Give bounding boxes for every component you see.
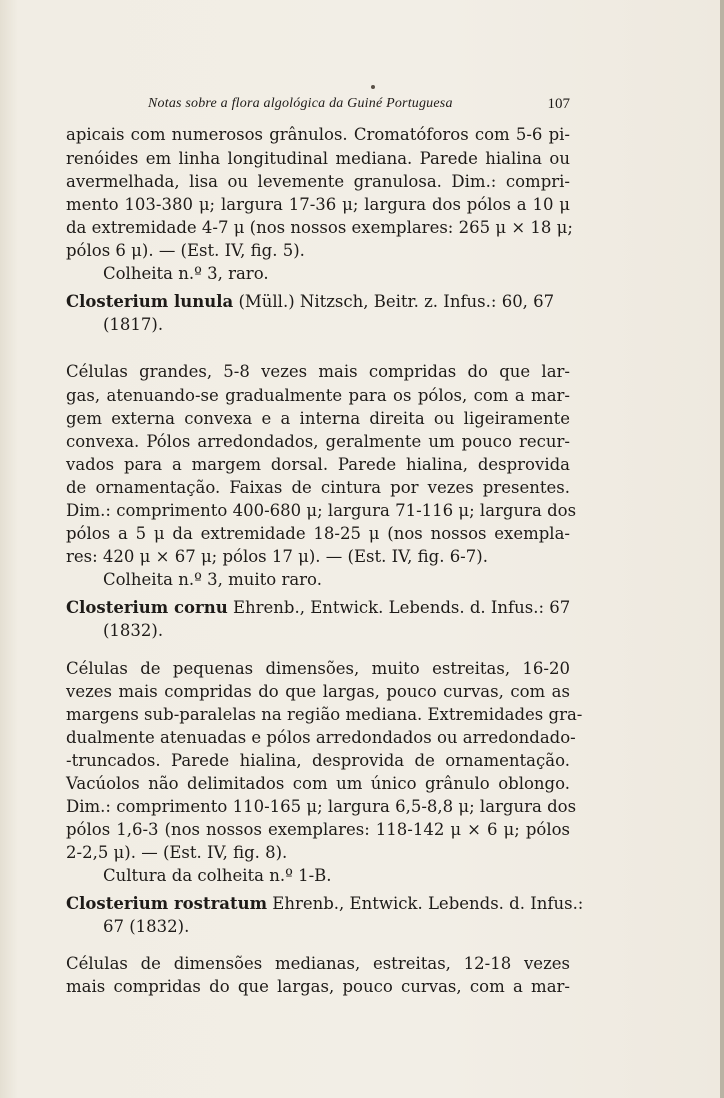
text-line: avermelhada, lisa ou levemente granulosa. Dim.: compri- — [66, 172, 570, 191]
species-citation: (Müll.) Nitzsch, Beitr. z. Infus.: 60, 67 — [233, 292, 555, 311]
text-line: gas, atenuando-se gradualmente para os pólos, com a mar- — [66, 386, 570, 405]
species-name: Closterium lunula — [66, 292, 234, 311]
text-line: dualmente atenuadas e pólos arredondados ou arredondado- — [66, 728, 576, 747]
text-line: pólos 1,6-3 (nos nossos exemplares: 118-142 μ × 6 μ; pólos — [66, 820, 570, 839]
text-line: renóides em linha longitudinal mediana. Parede hialina ou — [66, 149, 570, 168]
text-line: vados para a margem dorsal. Parede hialina, desprovida — [66, 455, 570, 474]
text-line: Dim.: comprimento 400-680 μ; largura 71-116 μ; largura dos — [66, 501, 577, 520]
text-line: Células de pequenas dimensões, muito estreitas, 16-20 — [66, 659, 570, 678]
text-line: Cultura da colheita n.º 1-B. — [103, 866, 332, 885]
text-line: (1832). — [103, 621, 164, 640]
species-heading — [66, 598, 570, 618]
text-line: res: 420 μ × 67 μ; pólos 17 μ). — (Est. IV, fig. 6-7). — [66, 547, 488, 566]
text-line: pólos a 5 μ da extremidade 18-25 μ (nos nossos exempla- — [66, 524, 570, 543]
text-line: 67 (1832). — [103, 917, 190, 936]
text-line: Colheita n.º 3, muito raro. — [103, 570, 322, 589]
species-name: Closterium rostratum — [66, 894, 268, 913]
species-citation: Ehrenb., Entwick. Lebends. d. Infus.: 67 — [227, 598, 571, 617]
text-line: Colheita n.º 3, raro. — [103, 264, 269, 283]
text-line: mento 103-380 μ; largura 17-36 μ; largura dos pólos a 10 μ — [66, 195, 570, 214]
text-line: (1817). — [103, 315, 164, 334]
page-edge — [720, 0, 724, 1098]
text-line: gem externa convexa e a interna direita ou ligeiramente — [66, 409, 570, 428]
text-line: de ornamentação. Faixas de cintura por vezes presentes. — [66, 478, 570, 497]
text-line: Células grandes, 5-8 vezes mais compridas do que lar- — [66, 362, 570, 381]
species-citation: Ehrenb., Entwick. Lebends. d. Infus.: — [267, 894, 584, 913]
page-number: 107 — [547, 96, 570, 112]
text-line: apicais com numerosos grânulos. Cromatóforos com 5-6 pi- — [66, 125, 570, 144]
species-heading — [66, 894, 583, 914]
species-name: Closterium cornu — [66, 598, 228, 617]
running-title: Notas sobre a flora algológica da Guiné Portuguesa — [148, 96, 453, 111]
text-line: convexa. Pólos arredondados, geralmente um pouco recur- — [66, 432, 570, 451]
text-line: -truncados. Parede hialina, desprovida de ornamentação. — [66, 751, 570, 770]
text-line: pólos 6 μ). — (Est. IV, fig. 5). — [66, 241, 305, 260]
text-line: Vacúolos não delimitados com um único grânulo oblongo. — [66, 774, 570, 793]
text-line: mais compridas do que largas, pouco curvas, com a mar- — [66, 977, 570, 996]
text-line: 2-2,5 μ). — (Est. IV, fig. 8). — [66, 843, 288, 862]
text-line: margens sub-paralelas na região mediana. Extremidades gra- — [66, 705, 583, 724]
text-line: da extremidade 4-7 μ (nos nossos exemplares: 265 μ × 18 μ; — [66, 218, 573, 237]
text-line: Dim.: comprimento 110-165 μ; largura 6,5-8,8 μ; largura dos — [66, 797, 577, 816]
species-heading — [66, 292, 554, 312]
print-mark — [371, 85, 375, 89]
text-line: Células de dimensões medianas, estreitas, 12-18 vezes — [66, 954, 570, 973]
text-line: vezes mais compridas do que largas, pouco curvas, com as — [66, 682, 570, 701]
